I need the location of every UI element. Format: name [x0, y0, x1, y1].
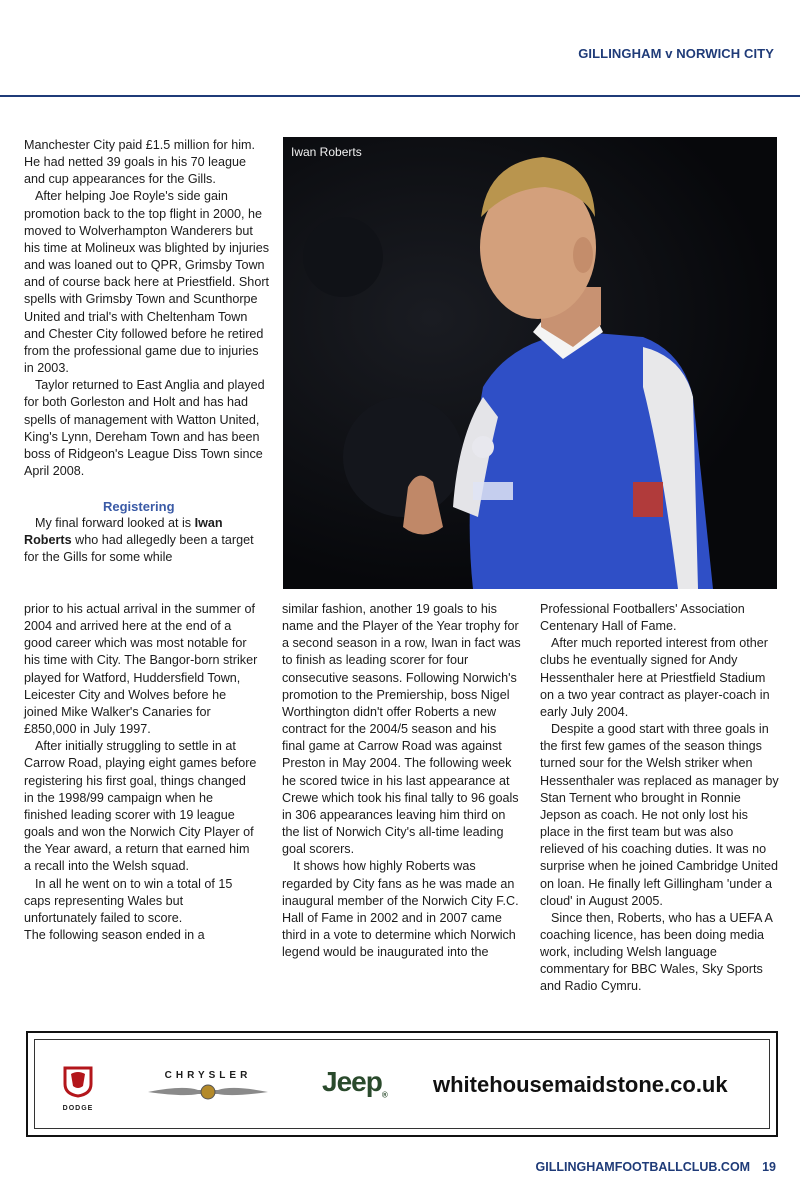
player-illustration: [283, 137, 777, 589]
player-photo: [283, 137, 777, 589]
paragraph: Taylor returned to East Anglia and played for both Gorleston and Holt and has had spells of management with Watton United, King's Lynn, Dereham Town and has been boss of Ridgeon's League Diss Town since April 2008.: [24, 378, 265, 478]
footer-website: GILLINGHAMFOOTBALLCLUB.COM: [535, 1160, 751, 1174]
page-footer: [536, 1160, 776, 1174]
paragraph: Despite a good start with three goals in the first few games of the season things turned sour for the Welsh striker when Hessenthaler was replaced as manager by Stan Ternent who brought in Ronnie Jepson as coach. He not only lost his place in the first team but was also relieved of his coaching duties. It was no surprise when he joined Cambridge United on loan. He finally left Gillingham 'under a cloud' in August 2005.: [540, 722, 779, 908]
paragraph: The following season ended in a: [24, 927, 205, 942]
header-rule: [0, 95, 800, 97]
paragraph-text: My final forward looked at is: [35, 516, 195, 531]
photo-caption: Iwan Roberts: [291, 145, 362, 159]
paragraph: After helping Joe Royle's side gain promotion back to the top flight in 2000, he moved to Wolverhampton Wanderers but his time at Molineux was blighted by injuries and was loaned out to QPR, Grimsby Town and of course back here at Priestfield. Short spells with Grimsby Town and Scunthorpe United and trial's with Cheltenham Town and Chester City followed before he retired from the professional game due to injuries in 2003.: [24, 189, 270, 376]
paragraph-text: who had allegedly been a target for the Gills for some while: [24, 533, 254, 565]
paragraph: prior to his actual arrival in the summer of 2004 and arrived here at the end of a good career which was most notable for his time with City. The Bangor-born striker played for Watford, Huddersfield Town, Leicester City and Wolves before he joined Mike Walker's Canaries for £850,000 in July 1997.: [24, 602, 258, 737]
paragraph: Professional Footballers' Association Centenary Hall of Fame.: [540, 602, 745, 634]
chrysler-logo: [143, 1070, 273, 1108]
dealer-advert: [26, 1031, 778, 1137]
paragraph: It shows how highly Roberts was regarded by City fans as he was made an inaugural member of the Norwich City F.C. Hall of Fame in 2002 and in 2007 came third in a vote to determine which Norwich legend would be inaugurated into the: [282, 859, 519, 960]
dodge-logo: [53, 1064, 103, 1112]
jeep-trademark: ®: [381, 1090, 387, 1100]
advert-inner-frame: [34, 1039, 770, 1129]
advert-website-url: whitehousemaidstone.co.uk: [433, 1072, 728, 1097]
ram-head-icon: [61, 1064, 95, 1098]
paragraph: After initially struggling to settle in at Carrow Road, playing eight games before registering his first goal, things changed in the 1998/99 campaign when he finished leading scorer with 19 league goals and won the Norwich City Player of the Year award, a return that earned him a recall into the Welsh squad.: [24, 739, 257, 874]
jeep-label: Jeep: [322, 1066, 382, 1097]
page-number: 19: [762, 1160, 776, 1174]
paragraph: In all he went on to win a total of 15 caps representing Wales but unfortunately failed to score.: [24, 876, 233, 925]
section-subheading: Registering: [103, 499, 175, 515]
page-header-title: GILLINGHAM v NORWICH CITY: [578, 46, 774, 61]
player-name: Iwan Roberts: [24, 516, 223, 548]
paragraph: similar fashion, another 19 goals to his name and the Player of the Year trophy for a second season in a row, Iwan in fact was to finish as leading scorer for four consecutive seasons. Following Norwich's promotion to the Premiership, boss Nigel Worthington didn't offer Roberts a new contract for the 2004/5 season and his final game at Carrow Road was against Preston in May 2004. The following week he scored twice in his last appearance at Crewe which took his final tally to 96 goals in 306 appearances leaving him third on the list of Norwich City's all-time leading goal scorers.: [282, 602, 521, 857]
paragraph: After much reported interest from other clubs he eventually signed for Andy Hessenthaler here at Priestfield Stadium on a two year contract as player-coach in early July 2004.: [540, 636, 770, 719]
article-column-2: [24, 601, 258, 944]
chrysler-label: CHRYSLER: [164, 1070, 252, 1081]
article-column-3: [282, 601, 522, 961]
paragraph: [24, 515, 270, 566]
dodge-label: DODGE: [62, 1105, 94, 1112]
paragraph: Manchester City paid £1.5 million for him. He had netted 39 goals in his 70 league and cup appearances for the Gills.: [24, 138, 255, 187]
article-column-4: [540, 601, 780, 996]
article-column-1: [24, 137, 270, 567]
chrysler-wings-icon: [143, 1081, 273, 1103]
paragraph: Since then, Roberts, who has a UEFA A coaching licence, has been doing media work, including Welsh language commentary for BBC Wales, Sky Sports and Radio Cymru.: [540, 910, 773, 994]
jeep-logo: [322, 1066, 387, 1100]
